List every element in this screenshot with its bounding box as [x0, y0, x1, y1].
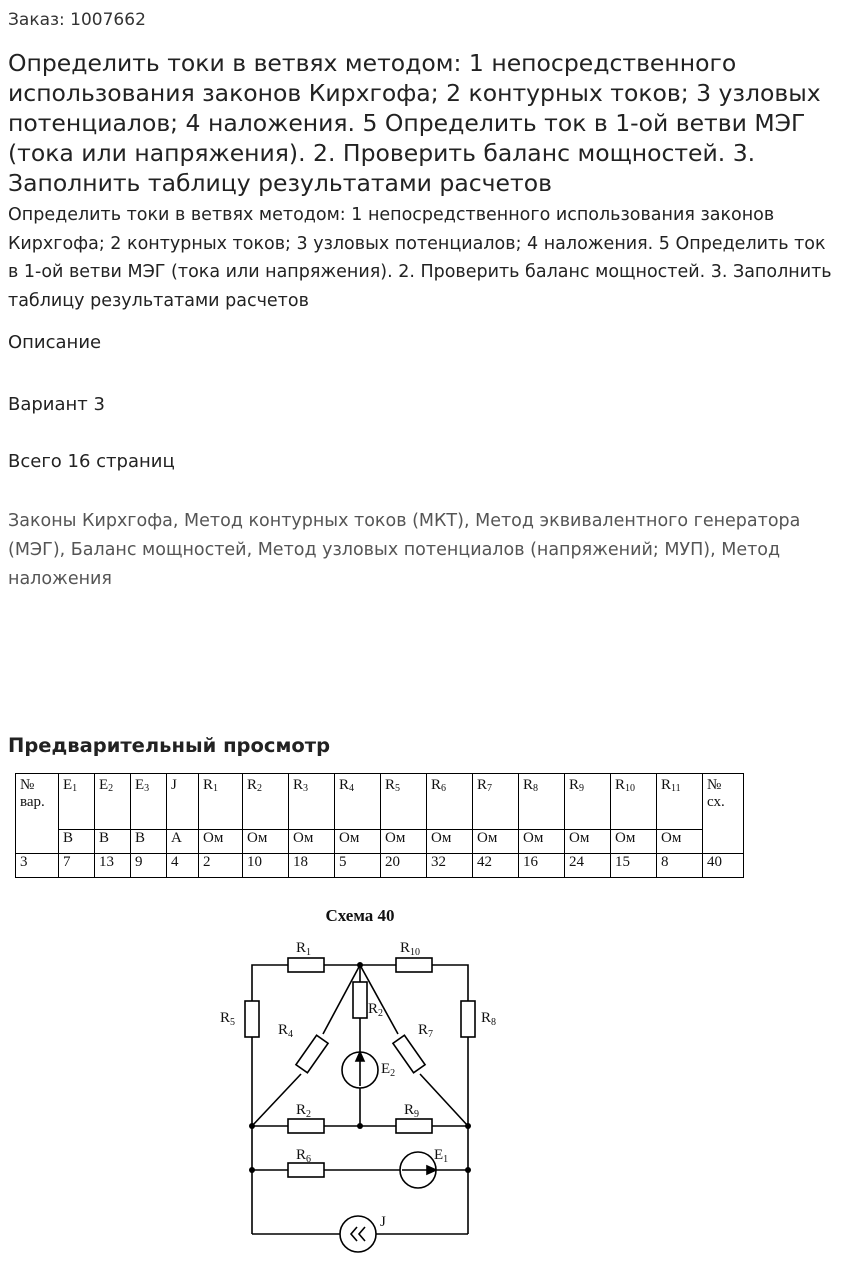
tag-link[interactable]: Законы Кирхгофа	[8, 511, 173, 531]
wire-r4-lower	[252, 1074, 301, 1126]
header-r7: $R_7$	[473, 774, 519, 830]
resistor-r8	[461, 1001, 475, 1037]
page-title: Определить токи в ветвях методом: 1 непосредственного использования законов Кирхгофа; 2 контурных токов; 3 узловых потенциалов; 4 наложения. 5 Определить ток в 1-ой ветви МЭГ (тока или напряжения). 2. Проверить баланс мощностей. 3. Заполнить таблицу результатами расчетов	[8, 49, 821, 197]
tag-separator: ,	[463, 511, 476, 531]
unit-j: А	[167, 830, 199, 854]
header-scheme: № сх.	[703, 774, 744, 854]
label-r2bottom: $R_2$	[296, 1102, 312, 1120]
header-r11: $R_{11}$	[657, 774, 703, 830]
value-r7: 42	[473, 854, 519, 878]
node-mid-centre	[357, 1123, 363, 1129]
value-r10: 15	[611, 854, 657, 878]
task-description: Определить токи в ветвях методом: 1 непосредственного использования законов Кирхгофа; 2 контурных токов; 3 узловых потенциалов; 4 наложения. 5 Определить ток в 1-ой ветви МЭГ (тока или напряжения). 2. Проверить баланс мощностей. 3. Заполнить таблицу результатами расчетов	[8, 205, 832, 311]
resistor-r6	[288, 1163, 324, 1177]
unit-r7: Ом	[473, 830, 519, 854]
description-label: Описание	[8, 332, 102, 353]
label-e2: $E_2$	[381, 1061, 396, 1079]
unit-r2: Ом	[243, 830, 289, 854]
value-r11: 8	[657, 854, 703, 878]
variant-info: Вариант 3	[8, 394, 105, 415]
value-e1: 7	[59, 854, 95, 878]
value-r3: 18	[289, 854, 335, 878]
tag-list	[8, 507, 844, 594]
value-r2: 10	[243, 854, 289, 878]
header-r3: $R_3$	[289, 774, 335, 830]
header-r8: $R_8$	[519, 774, 565, 830]
resistor-r4	[296, 1035, 328, 1073]
resistor-r2-horizontal	[288, 1119, 324, 1133]
label-r8: $R_8$	[481, 1010, 497, 1028]
unit-r11: Ом	[657, 830, 703, 854]
tag-link[interactable]: Метод эквивалентного генератора (МЭГ)	[8, 511, 801, 560]
header-r4: $R_4$	[335, 774, 381, 830]
value-e3: 9	[131, 854, 167, 878]
unit-r1: Ом	[199, 830, 243, 854]
unit-e2: В	[95, 830, 131, 854]
tag-link[interactable]: Метод наложения	[8, 540, 781, 589]
tag-separator: ,	[172, 511, 185, 531]
label-r4: $R_4$	[278, 1022, 294, 1040]
value-scheme: 40	[703, 854, 744, 878]
resistor-r10	[396, 958, 432, 972]
scheme-title: Схема 40	[325, 906, 395, 925]
label-r7: $R_7$	[418, 1022, 434, 1040]
unit-r3: Ом	[289, 830, 335, 854]
tag-separator: ,	[59, 540, 71, 560]
label-e1: $E_1$	[434, 1147, 449, 1165]
tag-link[interactable]: Метод контурных токов (МКТ)	[184, 511, 464, 531]
parameters-table	[15, 773, 744, 878]
unit-r5: Ом	[381, 830, 427, 854]
unit-r10: Ом	[611, 830, 657, 854]
resistor-r7	[393, 1035, 425, 1073]
header-e1: $E_1$	[59, 774, 95, 830]
order-number: Заказ: 1007662	[8, 10, 146, 30]
unit-r8: Ом	[519, 830, 565, 854]
unit-e3: В	[131, 830, 167, 854]
unit-r4: Ом	[335, 830, 381, 854]
label-r10: $R_{10}$	[400, 940, 421, 958]
label-r9: $R_9$	[404, 1102, 420, 1120]
header-e2: $E_2$	[95, 774, 131, 830]
wire-top-left	[252, 965, 288, 1001]
header-variant: № вар.	[16, 774, 59, 854]
value-r9: 24	[565, 854, 611, 878]
header-r2: $R_2$	[243, 774, 289, 830]
resistor-r9	[396, 1119, 432, 1133]
tag-link[interactable]: Метод узловых потенциалов (напряжений; МУП)	[257, 540, 711, 560]
label-r6: $R_6$	[296, 1147, 312, 1165]
resistor-r5	[245, 1001, 259, 1037]
label-r1: $R_1$	[296, 940, 312, 958]
tag-separator: ,	[246, 540, 258, 560]
node-top	[357, 962, 363, 968]
header-r9: $R_9$	[565, 774, 611, 830]
preview-heading: Предварительный просмотр	[8, 734, 331, 757]
wire-r7-lower	[420, 1074, 468, 1126]
node-mid-left	[249, 1123, 255, 1129]
label-r2top: $R_2$	[368, 1001, 384, 1019]
header-e3: $E_3$	[131, 774, 167, 830]
unit-r9: Ом	[565, 830, 611, 854]
value-variant: 3	[16, 854, 59, 878]
circuit-diagram	[200, 896, 520, 1256]
node-low-left	[249, 1167, 255, 1173]
value-e2: 13	[95, 854, 131, 878]
header-j: J	[167, 774, 199, 830]
wire-top-right	[432, 965, 468, 1001]
page-count: Всего 16 страниц	[8, 451, 175, 472]
unit-e1: В	[59, 830, 95, 854]
value-r8: 16	[519, 854, 565, 878]
node-mid-right	[465, 1123, 471, 1129]
resistor-r1	[288, 958, 324, 972]
resistor-r2-vertical	[353, 982, 367, 1018]
header-r10: $R_{10}$	[611, 774, 657, 830]
value-j: 4	[167, 854, 199, 878]
value-r1: 2	[199, 854, 243, 878]
label-j: J	[380, 1214, 386, 1230]
header-r5: $R_5$	[381, 774, 427, 830]
node-low-right	[465, 1167, 471, 1173]
header-r6: $R_6$	[427, 774, 473, 830]
label-r5: $R_5$	[220, 1010, 236, 1028]
value-r6: 32	[427, 854, 473, 878]
value-r5: 20	[381, 854, 427, 878]
tag-separator: ,	[710, 540, 722, 560]
value-r4: 5	[335, 854, 381, 878]
header-r1: $R_1$	[199, 774, 243, 830]
tag-link[interactable]: Баланс мощностей	[70, 540, 247, 560]
unit-r6: Ом	[427, 830, 473, 854]
